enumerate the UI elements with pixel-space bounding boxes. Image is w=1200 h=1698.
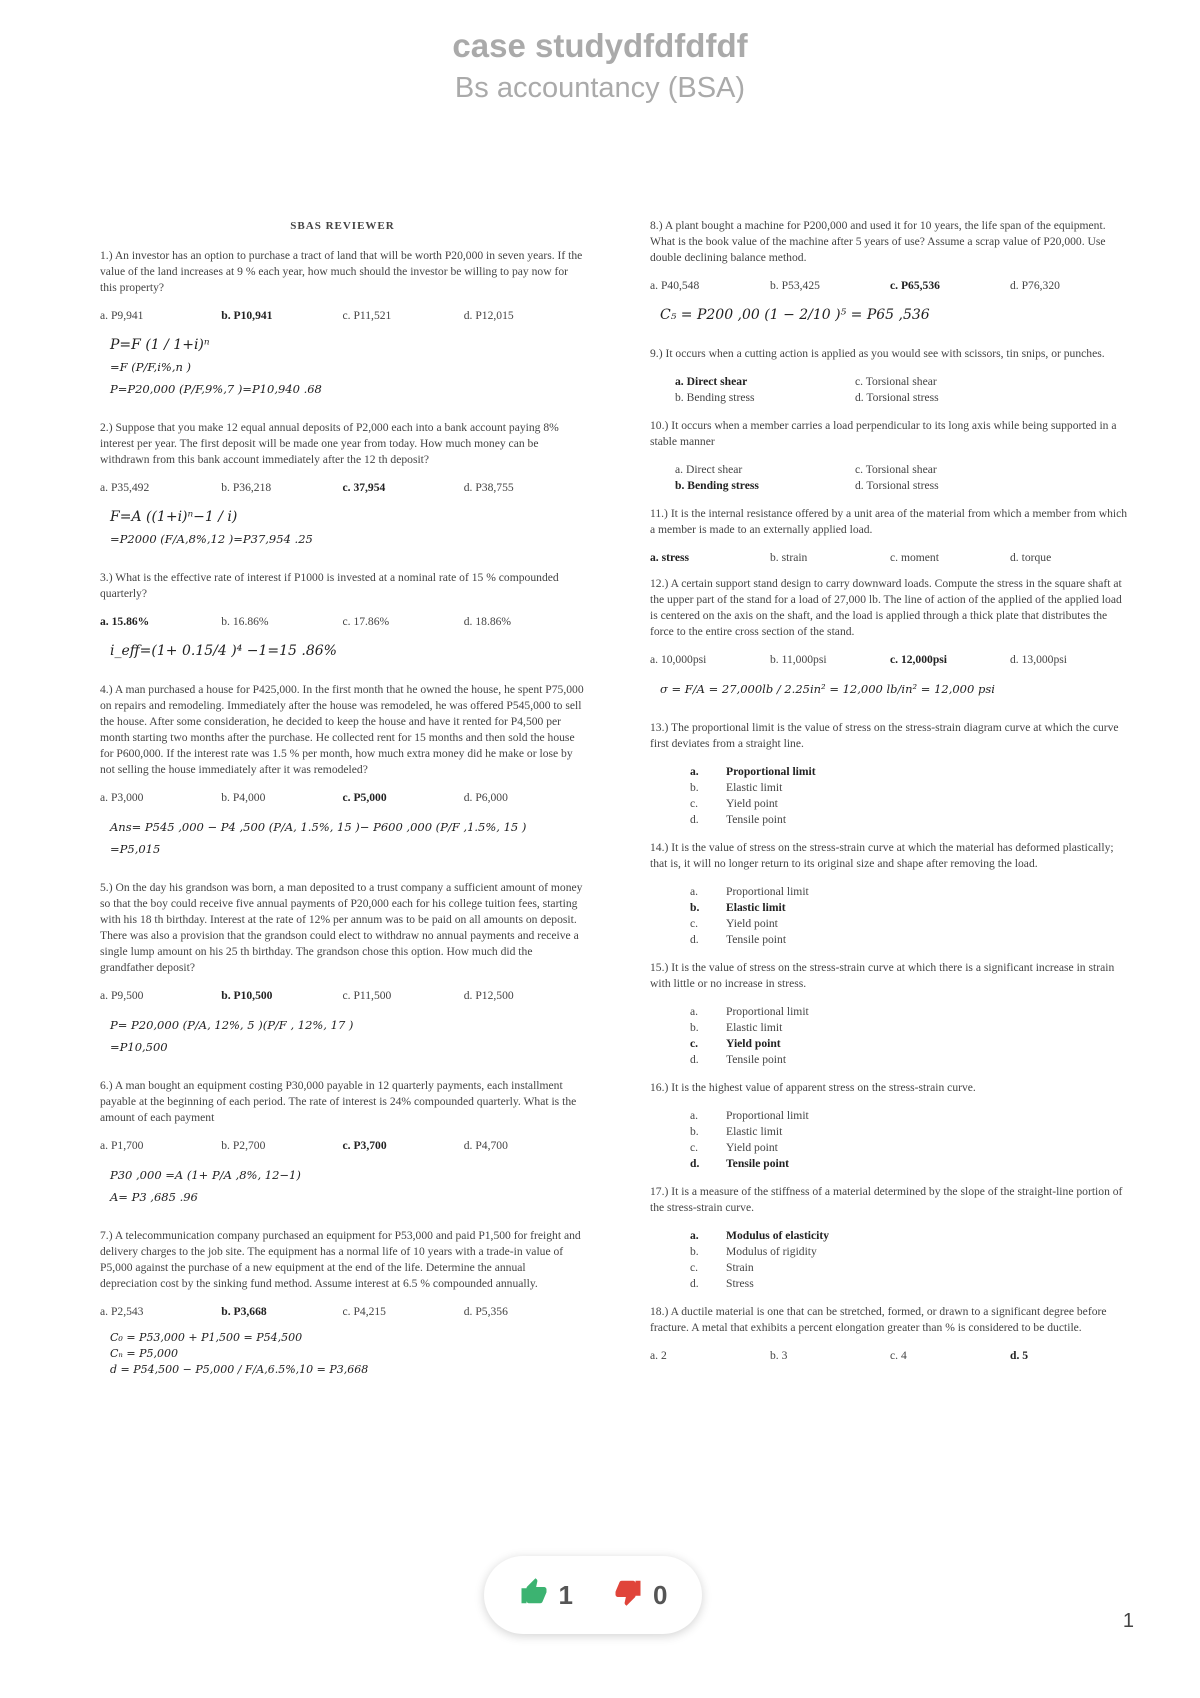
- formula-line: i_eff=(1+ 0.15/4 )⁴ −1=15 .86%: [110, 643, 337, 659]
- question-10: 10.) It occurs when a member carries a load perpendicular to its long axis while being supported in a stable manner: [650, 419, 1117, 448]
- formula-line: A= P3 ,685 .96: [110, 1190, 198, 1204]
- choice-letter: c.: [690, 1261, 699, 1274]
- choice: b. P4,000: [221, 791, 266, 804]
- upvote-button[interactable]: [519, 1577, 573, 1614]
- formula-line: =P2000 (F/A,8%,12 )=P37,954 .25: [110, 532, 313, 546]
- choice: a. P2,543: [100, 1305, 144, 1318]
- choice: a. P35,492: [100, 481, 150, 494]
- choice-text: Modulus of rigidity: [726, 1245, 817, 1258]
- choice: d. P38,755: [463, 481, 514, 494]
- choice: [690, 1052, 1130, 1068]
- question-1: 1.) An investor has an option to purchase a tract of land that will be worth P20,000 in seven years. If the value of the land increases at 9 % each year, how much should the investor be willing to pay now for this property?: [100, 249, 583, 294]
- formula-7: [110, 1330, 585, 1378]
- choice: b. P2,700: [221, 1139, 266, 1152]
- choice: c. moment: [890, 551, 939, 564]
- choice-answer: b. P10,500: [221, 989, 273, 1002]
- question-16: 16.) It is the highest value of apparent stress on the stress-strain curve.: [650, 1081, 976, 1094]
- question-5-choices: [100, 988, 585, 1004]
- choice-letter: b.: [690, 1021, 699, 1034]
- choice-letter: b.: [690, 1125, 699, 1138]
- question-11: 11.) It is the internal resistance offered by a unit area of the material from which a member from which a member is made to an externally applied load.: [650, 507, 1128, 536]
- choice-letter: a.: [690, 1109, 699, 1122]
- choice: d. P6,000: [463, 791, 508, 804]
- question-14-choices: [690, 884, 1130, 948]
- formula-line: F=A ((1+i)ⁿ−1 / i): [110, 509, 238, 525]
- formula-line: =F (P/F,i%,n ): [110, 360, 192, 374]
- question-15-choices: [690, 1004, 1130, 1068]
- choice: a. P40,548: [650, 279, 700, 292]
- choice: b. strain: [770, 551, 808, 564]
- question-2: 2.) Suppose that you make 12 equal annual deposits of P2,000 each into a bank account paying 8% interest per year. The first deposit will be made one year from today. How much money can be withdrawn from this bank account immediately after the 12 th deposit?: [100, 421, 559, 466]
- choice-letter: a.: [690, 765, 699, 778]
- choice: c. Torsional shear: [855, 463, 937, 476]
- choice-text: Yield point: [726, 1037, 781, 1050]
- choice-answer: b. P10,941: [221, 309, 273, 322]
- formula-line: P=P20,000 (P/F,9%,7 )=P10,940 .68: [110, 382, 322, 396]
- question-8-choices: [650, 278, 1130, 294]
- formula-line: Cₙ = P5,000: [110, 1347, 178, 1360]
- choice-answer: c. P5,000: [342, 791, 387, 804]
- choice-answer: [690, 900, 1130, 916]
- choice-text: Proportional limit: [726, 1109, 809, 1122]
- choice-text: Strain: [726, 1261, 754, 1274]
- formula-line: =P10,500: [110, 1040, 168, 1054]
- formula-8: [660, 304, 1130, 326]
- thumbs-up-icon: [519, 1577, 549, 1614]
- choice-answer: a. Direct shear: [675, 375, 748, 388]
- choice-text: Proportional limit: [726, 1005, 809, 1018]
- formula-line: =P5,015: [110, 842, 161, 856]
- choice: d. Torsional stress: [855, 479, 939, 492]
- formula-3: [110, 640, 585, 662]
- formula-2: [110, 506, 585, 550]
- question-7: 7.) A telecommunication company purchased an equipment for P53,000 and paid P1,500 for freight and delivery charges to the job site. The equipment has a normal life of 10 years with a trade-in value of P5,000 against the purchase of a new equipment at the end of the life. Determine the annual depreciation cost by the sinking fund method. Assume interest at 6.5 % compounded annually.: [100, 1229, 581, 1290]
- choice-letter: c.: [690, 797, 699, 810]
- choice-text: Tensile point: [726, 1157, 790, 1170]
- document-header: [0, 24, 1200, 108]
- document-subtitle: Bs accountancy (BSA): [454, 72, 746, 104]
- choice-text: Elastic limit: [726, 1125, 783, 1138]
- choice-text: Tensile point: [726, 813, 787, 826]
- choice-text: Yield point: [726, 1141, 778, 1154]
- choice: [690, 884, 1130, 900]
- vote-bar: [484, 1556, 702, 1634]
- question-3: 3.) What is the effective rate of interest if P1000 is invested at a nominal rate of 15 % compounded quarterly?: [100, 571, 559, 600]
- formula-line: σ = F/A = 27,000lb / 2.25in² = 12,000 lb/in² = 12,000 psi: [660, 682, 995, 696]
- question-8: 8.) A plant bought a machine for P200,000 and used it for 10 years, the life span of the equipment. What is the book value of the machine after 5 years of use? Assume a scrap value of P20,000. Use double declining balance method.: [650, 219, 1106, 264]
- choice: b. 3: [770, 1349, 788, 1362]
- choice: [690, 1276, 1130, 1292]
- reviewer-heading: SBAS REVIEWER: [290, 220, 395, 232]
- formula-line: P30 ,000 =A (1+ P/A ,8%, 12−1): [110, 1168, 301, 1182]
- choice-letter: c.: [690, 1037, 699, 1050]
- choice-letter: a.: [690, 1229, 699, 1242]
- choice-answer: a. 15.86%: [100, 615, 150, 628]
- choice-letter: d.: [690, 1157, 700, 1170]
- choice-answer: [690, 1156, 1130, 1172]
- formula-line: C₅ = P200 ,00 (1 − 2/10 )⁵ = P65 ,536: [660, 307, 930, 323]
- choice-answer: [690, 1036, 1130, 1052]
- choice-answer: c. 37,954: [342, 481, 386, 494]
- choice: [690, 916, 1130, 932]
- choice: [690, 1260, 1130, 1276]
- downvote-button[interactable]: [613, 1577, 667, 1614]
- choice-letter: d.: [690, 1053, 699, 1066]
- question-4-choices: [100, 790, 585, 806]
- formula-line: Ans= P545 ,000 − P4 ,500 (P/A, 1.5%, 15 )− P600 ,000 (P/F ,1.5%, 15 ): [110, 820, 527, 834]
- formula-line: P= P20,000 (P/A, 12%, 5 )(P/F , 12%, 17 ): [110, 1018, 354, 1032]
- formula-1: [110, 334, 585, 400]
- upvote-count: 1: [558, 1579, 573, 1610]
- choice-text: Tensile point: [726, 1053, 787, 1066]
- choice: [690, 796, 1130, 812]
- question-5: 5.) On the day his grandson was born, a man deposited to a trust company a sufficient amount of money so that the boy could receive five annual payments of P20,000 each for his college tuition fees, starting with his 18 th birthday. Interest at the rate of 12% per annum was to be paid on all amounts on deposit. There was also a provision that the grandson could elect to withdraw no annual payments and receive a single lump amount on his 25 th birthday. The grandson chose this option. How much did the grandfather deposit?: [100, 881, 583, 974]
- choice-letter: b.: [690, 1245, 699, 1258]
- question-18: 18.) A ductile material is one that can be stretched, formed, or drawn to a significant degree before fracture. A metal that exhibits a percent elongation greater than % is considered to be ductile.: [650, 1305, 1107, 1334]
- choice-letter: b.: [690, 781, 699, 794]
- choice-text: Proportional limit: [726, 885, 809, 898]
- choice: a. P3,000: [100, 791, 144, 804]
- choice-text: Modulus of elasticity: [726, 1229, 830, 1242]
- formula-line: P=F (1 / 1+i)ⁿ: [110, 337, 210, 353]
- downvote-count: 0: [653, 1579, 668, 1610]
- document-title: case studydfdfdfdf: [452, 27, 748, 64]
- choice-answer: [690, 764, 1130, 780]
- choice-text: Proportional limit: [726, 765, 816, 778]
- question-9-choices: [675, 374, 1130, 406]
- choice-answer: c. 12,000psi: [890, 653, 948, 666]
- choice: d. torque: [1010, 551, 1052, 564]
- question-9: 9.) It occurs when a cutting action is applied as you would see with scissors, tin snips, or punches.: [650, 347, 1105, 360]
- choice: c. 4: [890, 1349, 907, 1362]
- question-17: 17.) It is a measure of the stiffness of a material determined by the slope of the straight-line portion of the stress-strain curve.: [650, 1185, 1123, 1214]
- choice: c. P4,215: [342, 1305, 386, 1318]
- choice-letter: d.: [690, 1277, 699, 1290]
- right-column: [650, 218, 1130, 1374]
- choice-answer: a. stress: [650, 551, 690, 564]
- choice-answer: b. Bending stress: [675, 479, 759, 492]
- choice: c. Torsional shear: [855, 375, 937, 388]
- choice: b. Bending stress: [675, 391, 755, 404]
- choice: [690, 780, 1130, 796]
- choice-letter: c.: [690, 1141, 699, 1154]
- page-number: 1: [1122, 1610, 1134, 1632]
- choice-answer: d. 5: [1010, 1349, 1029, 1362]
- choice: b. P36,218: [221, 481, 272, 494]
- left-column: [100, 218, 585, 1398]
- question-14: 14.) It is the value of stress on the stress-strain curve at which the material has deformed plastically; that is, it will no longer return to its original size and shape after removing the load.: [650, 841, 1114, 870]
- choice-text: Stress: [726, 1277, 754, 1290]
- question-6: 6.) A man bought an equipment costing P30,000 payable in 12 quarterly payments, each installment payable at the beginning of each period. The rate of interest is 24% compounded quarterly. What is the amount of each payment: [100, 1079, 577, 1124]
- choice-letter: d.: [690, 933, 699, 946]
- question-2-choices: [100, 480, 585, 496]
- question-3-choices: [100, 614, 585, 630]
- question-4: 4.) A man purchased a house for P425,000. In the first month that he owned the house, he spent P75,000 on repairs and remodeling. Immediately after the house was remodeled, he was offered P545,000 to sell the house. After some consideration, he decided to keep the house and have it rented for P4,500 per month starting two months after the purchase. He collected rent for 15 months and then sold the house for P600,000. If the interest rate was 1.5 % per month, how much extra money did he make or lose by not selling the house immediately after it was remodeled?: [100, 683, 584, 776]
- formula-6: [110, 1164, 585, 1208]
- choice: d. P76,320: [1010, 279, 1060, 292]
- choice-answer: [690, 1228, 1130, 1244]
- choice-answer: b. P3,668: [221, 1305, 267, 1318]
- formula-12: [660, 678, 1130, 700]
- choice: d. 13,000psi: [1010, 653, 1068, 666]
- choice: c. 17.86%: [342, 615, 390, 628]
- choice: [690, 1108, 1130, 1124]
- question-13-choices: [690, 764, 1130, 828]
- question-12: 12.) A certain support stand design to carry downward loads. Compute the stress in the square shaft at the upper part of the stand for a load of 27,000 lb. The line of action of the applied of the applied load is centered on the axis on the shaft, and the load is applied through a thick plate that distributes the force to the entire cross section of the stand.: [650, 577, 1122, 638]
- question-18-choices: [650, 1348, 1130, 1364]
- choice-text: Yield point: [726, 797, 778, 810]
- choice: d. 18.86%: [463, 615, 512, 628]
- choice: [690, 1124, 1130, 1140]
- choice: d. P12,015: [463, 309, 514, 322]
- choice: [690, 812, 1130, 828]
- choice-letter: a.: [690, 885, 699, 898]
- choice: [690, 932, 1130, 948]
- question-17-choices: [690, 1228, 1130, 1292]
- formula-line: d = P54,500 − P5,000 / F/A,6.5%,10 = P3,668: [110, 1363, 369, 1376]
- question-10-choices: [675, 462, 1130, 494]
- choice-letter: b.: [690, 901, 700, 914]
- choice: b. 11,000psi: [770, 653, 827, 666]
- choice: d. Torsional stress: [855, 391, 939, 404]
- choice: a. Direct shear: [675, 463, 743, 476]
- choice-letter: d.: [690, 813, 699, 826]
- thumbs-down-icon: [613, 1577, 643, 1614]
- choice-text: Yield point: [726, 917, 778, 930]
- question-15: 15.) It is the value of stress on the stress-strain curve at which there is a significant increase in strain with little or no increase in stress.: [650, 961, 1115, 990]
- question-1-choices: [100, 308, 585, 324]
- choice: [690, 1004, 1130, 1020]
- question-7-choices: [100, 1304, 585, 1320]
- choice: b. P53,425: [770, 279, 820, 292]
- choice: [690, 1020, 1130, 1036]
- question-16-choices: [690, 1108, 1130, 1172]
- choice: [690, 1244, 1130, 1260]
- choice: a. P1,700: [100, 1139, 144, 1152]
- choice-text: Elastic limit: [726, 781, 783, 794]
- choice: c. P11,500: [342, 989, 392, 1002]
- question-11-choices: [650, 550, 1130, 566]
- choice: a. P9,500: [100, 989, 144, 1002]
- formula-5: [110, 1014, 585, 1058]
- choice-answer: c. P65,536: [890, 279, 940, 292]
- choice: c. P11,521: [342, 309, 392, 322]
- choice-text: Elastic limit: [726, 901, 786, 914]
- choice: [690, 1140, 1130, 1156]
- choice-text: Tensile point: [726, 933, 787, 946]
- question-12-choices: [650, 652, 1130, 668]
- choice: d. P12,500: [463, 989, 514, 1002]
- choice-letter: c.: [690, 917, 699, 930]
- choice: b. 16.86%: [221, 615, 269, 628]
- choice-text: Elastic limit: [726, 1021, 783, 1034]
- choice: d. P4,700: [463, 1139, 508, 1152]
- choice-letter: a.: [690, 1005, 699, 1018]
- choice-answer: c. P3,700: [342, 1139, 387, 1152]
- choice: a. P9,941: [100, 309, 144, 322]
- formula-4: [110, 816, 585, 860]
- choice: d. P5,356: [463, 1305, 508, 1318]
- formula-line: C₀ = P53,000 + P1,500 = P54,500: [110, 1331, 303, 1344]
- choice: a. 2: [650, 1349, 667, 1362]
- choice: a. 10,000psi: [650, 653, 707, 666]
- question-6-choices: [100, 1138, 585, 1154]
- question-13: 13.) The proportional limit is the value of stress on the stress-strain diagram curve at which the curve first deviates from a straight line.: [650, 721, 1119, 750]
